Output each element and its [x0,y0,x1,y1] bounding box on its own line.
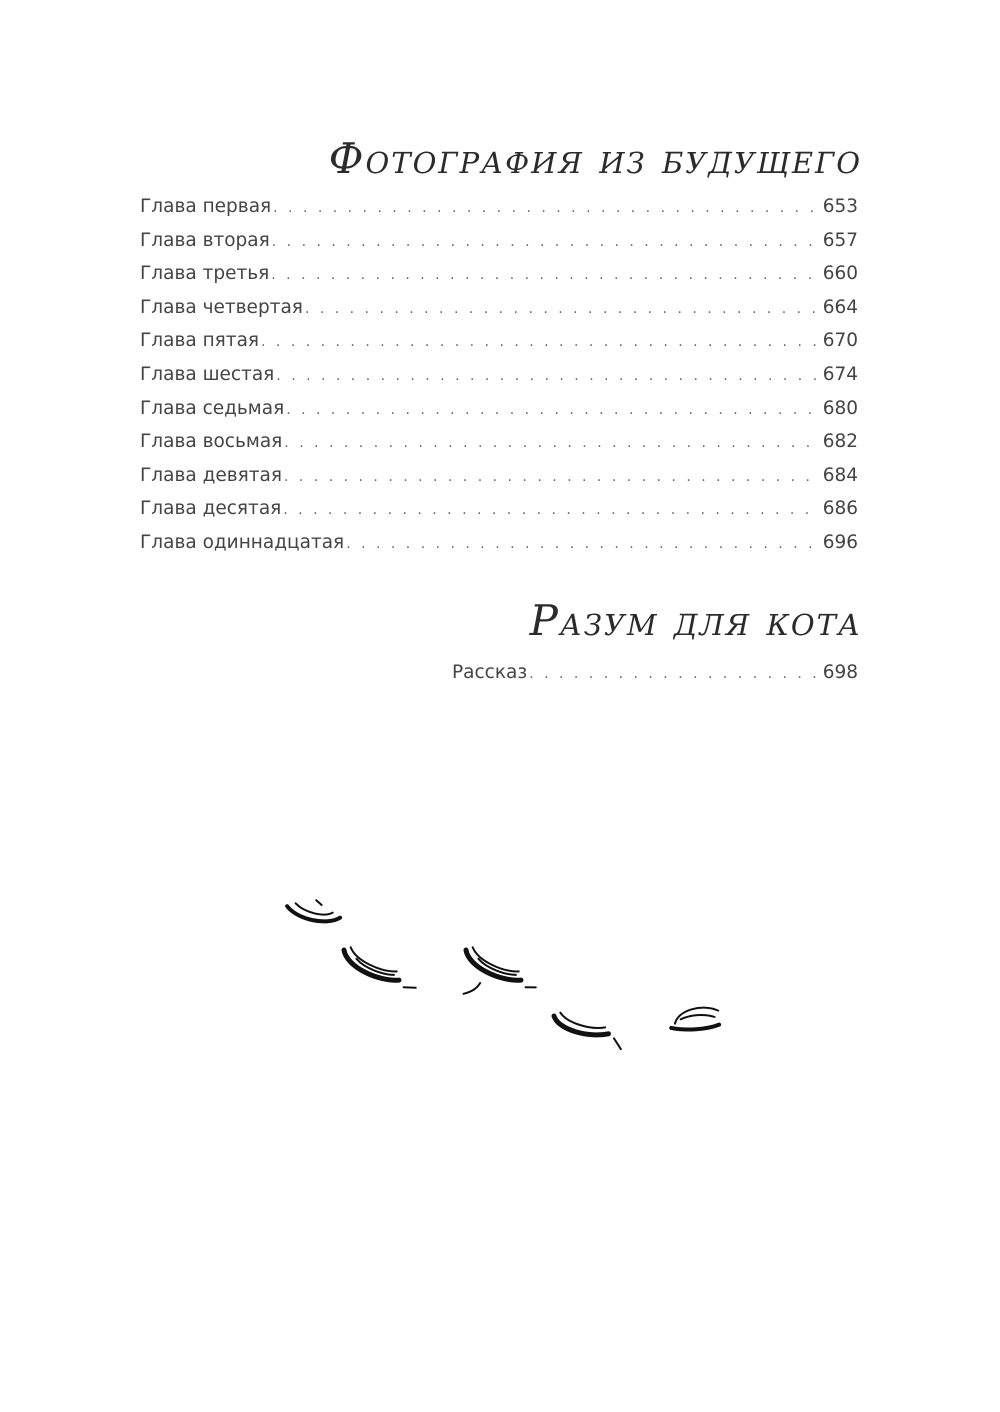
toc-entry-label: Глава третья [140,263,270,285]
dot-leader [271,267,820,283]
toc-entry[interactable] [140,532,858,566]
toc-entry-label: Глава пятая [140,330,260,352]
toc-entry[interactable] [140,498,858,532]
toc-list-photo-from-future [140,196,858,566]
toc-entry[interactable] [140,398,858,432]
toc-entry-page: 682 [822,431,858,453]
dot-leader [261,334,821,350]
toc-entry[interactable] [140,330,858,364]
dot-leader [273,200,821,216]
toc-entry[interactable] [140,465,858,499]
dot-leader [283,502,820,518]
toc-entry-page: 680 [822,397,858,419]
footprints-icon [280,880,740,1050]
toc-entry-page: 698 [822,662,858,683]
toc-entry-page: 657 [822,229,858,251]
toc-entry-page: 684 [822,464,858,486]
toc-entry-page: 670 [822,330,858,352]
toc-entry[interactable] [140,297,858,331]
toc-entry-label: Глава вторая [140,229,270,251]
dot-leader [286,402,820,418]
section-title-photo-from-future: Фотография из будущего [328,134,862,183]
toc-entry-label: Глава одиннадцатая [140,531,345,553]
dot-leader [284,435,820,451]
toc-entry-label: Глава шестая [140,363,275,385]
toc-entry-label: Глава восьмая [140,431,283,453]
dot-leader [529,666,821,682]
footprint-mark [551,1012,624,1049]
dot-leader [272,234,821,250]
toc-entry-page: 686 [822,498,858,520]
dot-leader [284,469,821,485]
dot-leader [276,368,820,384]
toc-entry[interactable] [140,364,858,398]
toc-entry-label: Рассказ [452,662,528,683]
toc-entry-page: 653 [822,196,858,217]
toc-entry-page: 674 [822,363,858,385]
toc-entry[interactable] [140,196,858,230]
toc-entry-label: Глава девятая [140,464,283,486]
toc-entry-page: 696 [822,531,858,553]
footprint-mark [670,1007,719,1031]
toc-entry-label: Глава десятая [140,498,282,520]
toc-entry-label: Глава первая [140,196,272,217]
toc-entry[interactable] [140,263,858,297]
toc-list-mind-for-cat [452,662,858,696]
dot-leader [346,536,821,552]
toc-entry[interactable] [452,662,858,696]
toc-entry-page: 660 [822,263,858,285]
toc-entry-label: Глава четвертая [140,296,303,318]
toc-entry[interactable] [140,230,858,264]
footprint-mark [339,946,482,1002]
section-title-mind-for-cat: Разум для кота [529,596,862,645]
footprint-mark [286,896,342,924]
footprint-mark [461,946,541,989]
toc-entry-label: Глава седьмая [140,397,285,419]
dot-leader [305,301,821,317]
toc-entry[interactable] [140,431,858,465]
toc-entry-page: 664 [822,296,858,318]
